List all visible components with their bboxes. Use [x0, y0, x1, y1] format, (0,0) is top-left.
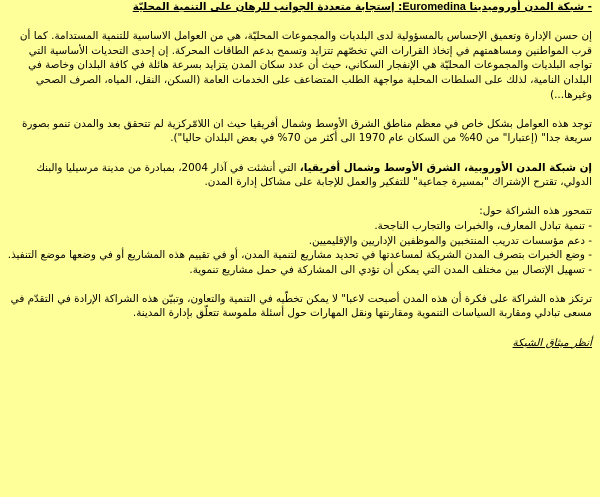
partnership-intro: تتمحور هذه الشراكة حول:	[479, 205, 592, 218]
paragraph-network	[6, 161, 592, 190]
list-item: - وضع الخبرات بتصرف المدن الشريكة لمساعدتها في تحديد مشاريع لتنمية المدن، أو في تقييم هذه المشاريع أو في وضعها موضع التنفيذ.	[7, 249, 592, 262]
list-item: - تنمية تبادل المعارف، والخبرات والتجارب الناجحة.	[374, 219, 592, 232]
list-item: - تسهيل الإتصال بين مختلف المدن التي يمكن أن تؤدي الى المشاركة في حمل مشاريع تنموية.	[189, 263, 592, 276]
network-name: إن شبكة المدن الأوروبية، الشرق الأوسط وشمال أفريقيا،	[299, 161, 592, 174]
list-item: - دعم مؤسسات تدريب المنتخبين والموظفين الإداريين والإقليميين.	[308, 234, 592, 247]
paragraph-mena-factors: توجد هذه العوامل بشكل خاص في معظم مناطق الشرق الأوسط وشمال أفريقيا حيث ان اللامّركزية لم تتحقق بعد والمدن تنمو بصورة سريعة جدا" (إعتبارا" من 40% من السكان عام 1970 الى أكثر من 70% في بعض البلدان حاليا").	[21, 117, 592, 145]
spacer	[6, 190, 592, 205]
charter-link[interactable]: أنظر ميثاق الشبكة	[512, 336, 592, 349]
heading-suffix: : إستجابة متعددة الجوانب للرهان على التنمية المحليّة	[132, 1, 403, 13]
paragraph-governance: إن حسن الإدارة وتعميق الإحساس بالمسؤولية لدى البلديات والمجموعات المحليّة، هي من العوامل الاساسية للتنمية المستدامة. كما أن قرب المواطنين ومساهمتهم في إتخاذ القرارات التي تخصّهم تتزايد وتسمح بدعم الطاقات المحركة. إن إحدى التحديات الأساسية التي تواجه البلديات والمجموعات المحليّة هي الإنفجار السكاني، حيث أن عدد سكان المدن يتزايد بسرعة هائلة في كافة البلدان وخاصة في البلدان النامية، لذلك على السلطات المحلية مواجهة الطلب المتضاعف على الخدمات العامة (السكن، النقل، المياه، الصرف الصحي وغيرها...)	[19, 30, 592, 101]
spacer	[6, 277, 592, 292]
heading-prefix: - شبكة المدن أوروميدينا	[465, 1, 592, 13]
paragraph-partnership-idea: ترتكز هذه الشراكة على فكرة أن هذه المدن أصبحت لاعبا" لا يمكن تخطّيه في التنمية والتعاون، وتبيّن هذه الشراكة الإرادة في التقدّم في مسعى تبادلي ومقاربة السياسات التنموية ومقارنتها ونقل المهارات حول أسئلة ملموسة تتعلّق بإدارة المدينة.	[10, 292, 592, 320]
spacer	[6, 321, 592, 336]
document-heading	[6, 0, 592, 15]
heading-latin-name: Euromedina	[402, 1, 466, 13]
spacer	[6, 146, 592, 161]
spacer	[6, 102, 592, 117]
network-description: التي أنشئت في آذار 2004، بمبادرة من مدينة مرسيليا والبنك الدولي، تقترح الإشتراك "بمسيرة جماعية" للتفكير والعمل للإجابة على مشاكل إدارة المدن.	[36, 161, 592, 189]
spacer	[6, 15, 592, 30]
